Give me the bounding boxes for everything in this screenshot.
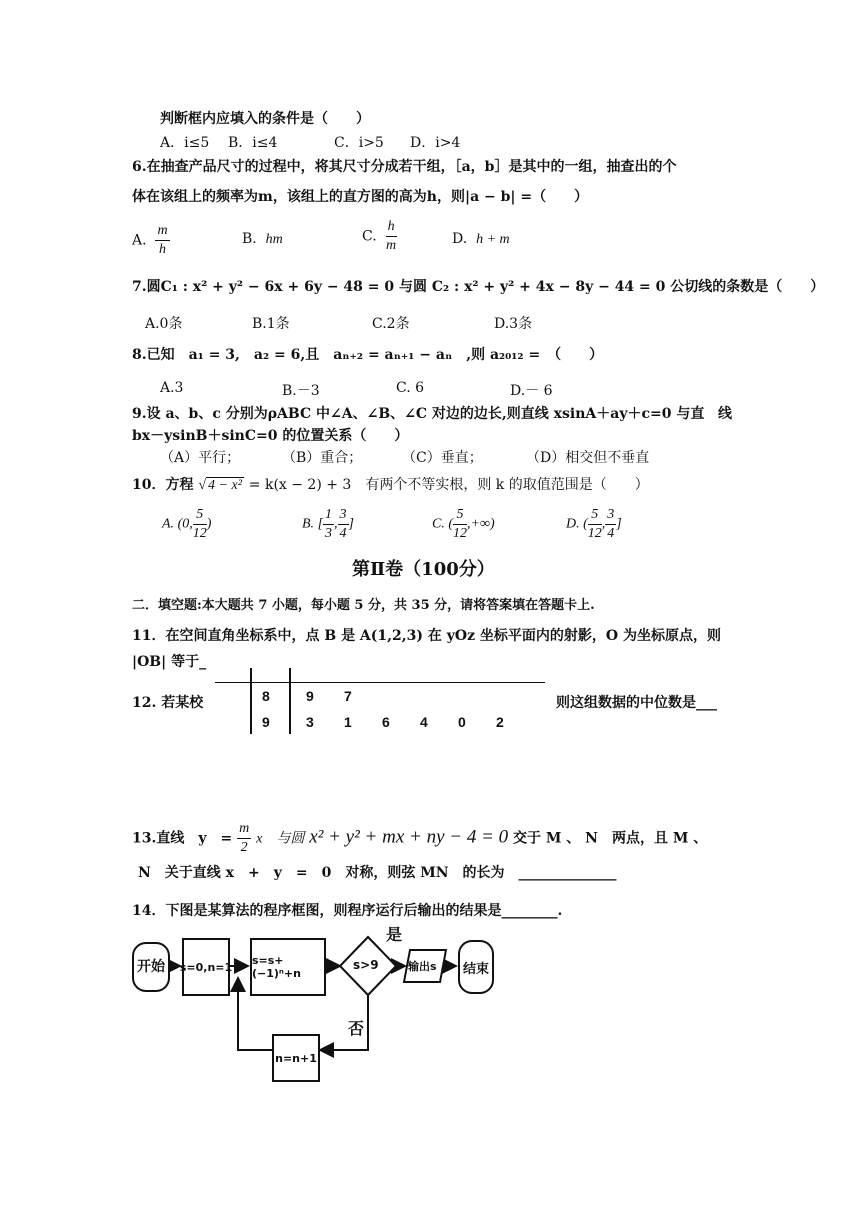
fraction: $\frac{h}{m}$	[386, 219, 397, 253]
q8-option-d: D.－ 6	[510, 383, 553, 399]
q10-stem: 10．方程 √ 4 − x² = k(x − 2) + 3 有两个不等实根，则 k 的取值范围是（ ）	[132, 477, 649, 493]
flow-start: 开始	[132, 942, 170, 992]
q5-option-a: A．i≤5	[160, 135, 210, 151]
q9-option-c: （C）垂直；	[402, 450, 483, 466]
q10-option-b: B. [ $\frac{1}{3}$ , $\frac{3}{4}$ ]	[302, 507, 354, 541]
q6-option-c: C. $\frac{h}{m}$	[362, 219, 397, 253]
q8-option-b: B.－3	[282, 383, 320, 399]
q5-option-b: B．i≤4	[228, 135, 278, 151]
leaf-value: 3	[306, 714, 314, 730]
q9-stem-line1-end: 线	[718, 406, 732, 422]
q9-stem-line2: bx－ysinB＋sinC=0 的位置关系（ ）	[132, 428, 409, 444]
q5-option-c: C．i>5	[334, 135, 384, 151]
leaf-value: 1	[344, 714, 352, 730]
q5-stem: 判断框内应填入的条件是（ ）	[160, 111, 370, 127]
fraction: $\frac{3}{4}$	[339, 507, 347, 541]
flow-init: s=0,n=1	[182, 938, 230, 996]
q10-option-c: C. ( $\frac{5}{12}$ ,+∞)	[432, 507, 495, 541]
flow-no-label: 否	[348, 1019, 365, 1038]
q9-option-d: （D）相交但不垂直	[526, 450, 650, 466]
fraction: $\frac{1}{3}$	[325, 507, 333, 541]
q6-option-d: D. h + m	[452, 231, 510, 247]
leaf-value: 4	[420, 714, 428, 730]
flow-end: 结束	[458, 940, 494, 994]
q8-option-a: A.3	[160, 380, 184, 396]
q14-stem: 14．下图是某算法的程序框图，则程序运行后输出的结果是________.	[132, 903, 563, 919]
q9-option-b: （B）重合；	[282, 450, 363, 466]
leaf-value: 2	[496, 714, 504, 730]
q10-option-d: D. ( $\frac{5}{12}$ , $\frac{3}{4}$ ]	[566, 507, 622, 541]
leaf-value: 6	[382, 714, 390, 730]
fraction: $\frac{5}{12}$	[453, 507, 468, 541]
fraction: $\frac{m}{h}$	[157, 223, 168, 257]
leaf-value: 0	[458, 714, 466, 730]
flow-decision-label: s>9	[353, 958, 379, 972]
fraction: $\frac{5}{12}$	[587, 507, 602, 541]
q7-option-b: B.1条	[252, 316, 290, 332]
leaf-value: 7	[344, 688, 352, 704]
q11-stem-line1: 11．在空间直角坐标系中，点 B 是 A(1,2,3) 在 yOz 坐标平面内的射影，O 为坐标原点，则	[132, 628, 721, 644]
q7-option-d: D.3条	[494, 316, 533, 332]
q7-option-a: A.0条	[145, 316, 183, 332]
q5-option-d: D．i>4	[410, 135, 461, 151]
stem-value: 8	[262, 688, 270, 704]
q6-stem-line2: 体在该组上的频率为m，该组上的直方图的高为h，则|a − b| =（ ）	[132, 189, 589, 205]
q13-stem-line1: 13.直线 y = $\frac{m}{2}$ x 与圆 x² + y² + mx + ny − 4 = 0 交于 M 、 N 两点，且 M 、	[132, 821, 708, 855]
leaf-value: 9	[306, 688, 314, 704]
q12-prefix: 12. 若某校	[132, 695, 204, 711]
q7-stem: 7.圆C₁ : x² + y² − 6x + 6y − 48 = 0 与圆 C₂ : x² + y² + 4x − 8y − 44 = 0 公切线的条数是（ ）	[132, 279, 825, 295]
q11-stem-line2: |OB| 等于_	[132, 654, 207, 670]
flow-output-label: 输出s	[408, 960, 437, 973]
section2-heading: 二．填空题:本大题共 7 小题，每小题 5 分，共 35 分，请将答案填在答题卡上.	[132, 598, 595, 613]
q6-option-a: A. $\frac{m}{h}$	[132, 223, 168, 257]
q13-stem-line2: N 关于直线 x + y = 0 对称，则弦 MN 的长为 ______________	[138, 865, 617, 881]
flow-update: n=n+1	[272, 1034, 320, 1082]
flow-process: s=s+(−1)ⁿ+n	[250, 938, 326, 996]
stem-value: 9	[262, 714, 270, 730]
q6-stem-line1: 6.在抽查产品尺寸的过程中，将其尺寸分成若干组，［a，b］是其中的一组，抽查出的个	[132, 159, 677, 175]
q9-option-a: （A）平行；	[160, 450, 241, 466]
q9-stem-line1: 9.设 a、b、c 分别为ρABC 中∠A、∠B、∠C 对边的边长,则直线 xsinA＋ay＋c=0 与直	[132, 406, 705, 422]
part2-title: 第Ⅱ卷（100分）	[352, 559, 495, 580]
q10-option-a: A. (0, $\frac{5}{12}$ )	[162, 507, 212, 541]
flow-yes-label: 是	[386, 925, 403, 944]
q7-option-c: C.2条	[372, 316, 410, 332]
fraction: $\frac{m}{2}$	[239, 821, 250, 855]
q8-option-c: C. 6	[396, 380, 425, 396]
q6-option-b: B. hm	[242, 231, 283, 247]
q12-suffix: 则这组数据的中位数是___	[556, 695, 717, 711]
fraction: $\frac{5}{12}$	[192, 507, 207, 541]
q8-stem: 8.已知 a₁ = 3, a₂ = 6,且 aₙ₊₂ = aₙ₊₁ − aₙ ,则 a₂₀₁₂ = （ ）	[132, 347, 604, 363]
fraction: $\frac{3}{4}$	[607, 507, 615, 541]
sqrt-expression: √ 4 − x²	[198, 478, 242, 493]
